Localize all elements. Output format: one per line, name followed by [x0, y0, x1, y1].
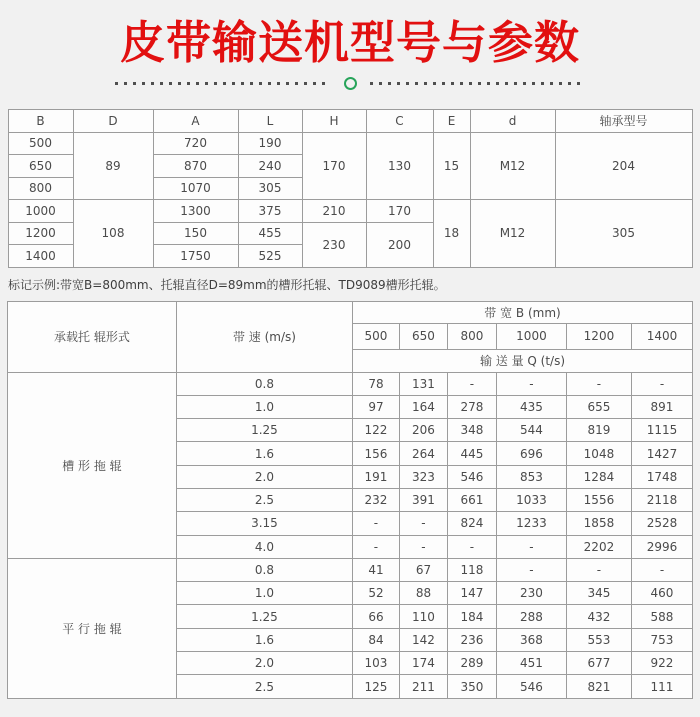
section-label-parallel-roller: 平 行 拖 辊	[7, 558, 176, 698]
data-cell: 455	[238, 222, 302, 245]
data-cell: 2.5	[176, 488, 352, 511]
data-cell: 89	[73, 132, 153, 200]
data-cell: 350	[447, 675, 496, 698]
data-cell: 544	[496, 419, 566, 442]
data-cell: 204	[555, 132, 692, 200]
data-cell: 78	[352, 372, 399, 395]
data-cell: 97	[352, 395, 399, 418]
data-cell: 696	[496, 442, 566, 465]
data-cell: 88	[399, 582, 447, 605]
data-cell: -	[631, 558, 692, 581]
header-cell: 1400	[631, 323, 692, 349]
data-cell: 305	[238, 177, 302, 200]
data-cell: 184	[447, 605, 496, 628]
data-cell: 2.5	[176, 675, 352, 698]
data-cell: 1858	[566, 512, 631, 535]
data-cell: 103	[352, 652, 399, 675]
data-cell: 1000	[8, 200, 73, 223]
data-cell: 156	[352, 442, 399, 465]
data-cell: 2.0	[176, 465, 352, 488]
dimensions-header-row	[8, 110, 692, 133]
data-cell: 2.0	[176, 652, 352, 675]
data-cell: 1233	[496, 512, 566, 535]
data-cell: 142	[399, 628, 447, 651]
data-cell: -	[496, 558, 566, 581]
data-cell: 500	[8, 132, 73, 155]
data-cell: 1.0	[176, 582, 352, 605]
header-cell: d	[470, 110, 555, 133]
header-cell: H	[302, 110, 366, 133]
data-cell: 147	[447, 582, 496, 605]
data-cell: -	[399, 512, 447, 535]
data-cell: 1115	[631, 419, 692, 442]
data-cell: 2528	[631, 512, 692, 535]
data-cell: -	[352, 535, 399, 558]
header-cell: D	[73, 110, 153, 133]
data-cell: 1033	[496, 488, 566, 511]
header-cell: 1000	[496, 323, 566, 349]
data-cell: 206	[399, 419, 447, 442]
data-cell: 210	[302, 200, 366, 223]
data-cell: 170	[302, 132, 366, 200]
header-cell: 800	[447, 323, 496, 349]
data-cell: -	[566, 558, 631, 581]
data-cell: 1048	[566, 442, 631, 465]
data-cell: 853	[496, 465, 566, 488]
data-cell: 41	[352, 558, 399, 581]
data-cell: 345	[566, 582, 631, 605]
data-cell: 1.0	[176, 395, 352, 418]
data-cell: 1750	[153, 245, 238, 268]
data-cell: 1427	[631, 442, 692, 465]
data-cell: 655	[566, 395, 631, 418]
table-row	[7, 372, 692, 395]
data-cell: 110	[399, 605, 447, 628]
data-cell: 18	[433, 200, 470, 268]
data-cell: -	[496, 372, 566, 395]
data-cell: 588	[631, 605, 692, 628]
header-cell-belt-width: 带 宽 B (mm)	[352, 301, 692, 323]
data-cell: 753	[631, 628, 692, 651]
data-cell: 66	[352, 605, 399, 628]
data-cell: -	[399, 535, 447, 558]
data-cell: 445	[447, 442, 496, 465]
page-title: 皮带输送机型号与参数	[119, 16, 580, 69]
data-cell: 174	[399, 652, 447, 675]
data-cell: M12	[470, 132, 555, 200]
data-cell: 236	[447, 628, 496, 651]
data-cell: 2202	[566, 535, 631, 558]
data-cell: 460	[631, 582, 692, 605]
data-cell: 288	[496, 605, 566, 628]
data-cell: 525	[238, 245, 302, 268]
data-cell: 125	[352, 675, 399, 698]
capacity-table	[7, 301, 693, 699]
data-cell: 650	[8, 155, 73, 178]
data-cell: 211	[399, 675, 447, 698]
data-cell: 2118	[631, 488, 692, 511]
data-cell: 824	[447, 512, 496, 535]
data-cell: 720	[153, 132, 238, 155]
data-cell: 870	[153, 155, 238, 178]
data-cell: 800	[8, 177, 73, 200]
data-cell: 891	[631, 395, 692, 418]
data-cell: 922	[631, 652, 692, 675]
note-text: 标记示例:带宽B=800mm、托辊直径D=89mm的槽形托辊、TD9089槽形托辊。	[8, 277, 446, 292]
data-cell: 0.8	[176, 372, 352, 395]
data-cell: 108	[73, 200, 153, 268]
data-cell: 240	[238, 155, 302, 178]
dashed-line-right	[370, 82, 586, 85]
header-cell: B	[8, 110, 73, 133]
dimensions-table	[8, 109, 693, 268]
header-cell: A	[153, 110, 238, 133]
data-cell: 232	[352, 488, 399, 511]
data-cell: 122	[352, 419, 399, 442]
data-cell: -	[496, 535, 566, 558]
title-divider	[0, 76, 700, 90]
data-cell: 819	[566, 419, 631, 442]
data-cell: 375	[238, 200, 302, 223]
data-cell: 131	[399, 372, 447, 395]
data-cell: 0.8	[176, 558, 352, 581]
data-cell: 1.6	[176, 628, 352, 651]
data-cell: 546	[447, 465, 496, 488]
data-cell: 368	[496, 628, 566, 651]
data-cell: 677	[566, 652, 631, 675]
header-cell: 500	[352, 323, 399, 349]
data-cell: 435	[496, 395, 566, 418]
data-cell: 391	[399, 488, 447, 511]
data-cell: -	[566, 372, 631, 395]
header-cell: 650	[399, 323, 447, 349]
data-cell: 1.25	[176, 419, 352, 442]
data-cell: 52	[352, 582, 399, 605]
data-cell: 118	[447, 558, 496, 581]
header-cell: E	[433, 110, 470, 133]
data-cell: 821	[566, 675, 631, 698]
data-cell: 348	[447, 419, 496, 442]
capacity-header-row-1	[7, 301, 692, 323]
data-cell: 111	[631, 675, 692, 698]
data-cell: 230	[302, 222, 366, 267]
data-cell: -	[352, 512, 399, 535]
data-cell: 264	[399, 442, 447, 465]
data-cell: 1.25	[176, 605, 352, 628]
data-cell: 546	[496, 675, 566, 698]
data-cell: -	[447, 535, 496, 558]
data-cell: 4.0	[176, 535, 352, 558]
header-cell: 轴承型号	[555, 110, 692, 133]
data-cell: 2996	[631, 535, 692, 558]
data-cell: 191	[352, 465, 399, 488]
data-cell: 200	[366, 222, 433, 267]
data-cell: 432	[566, 605, 631, 628]
table-row	[8, 200, 692, 223]
data-cell: 84	[352, 628, 399, 651]
data-cell: 1284	[566, 465, 631, 488]
data-cell: 661	[447, 488, 496, 511]
data-cell: -	[447, 372, 496, 395]
data-cell: M12	[470, 200, 555, 268]
green-ring-icon	[344, 77, 357, 90]
data-cell: -	[631, 372, 692, 395]
header-cell-roller-type: 承载托 辊形式	[7, 301, 176, 372]
data-cell: 305	[555, 200, 692, 268]
data-cell: 1070	[153, 177, 238, 200]
header-cell-capacity: 输 送 量 Q (t/s)	[352, 349, 692, 372]
data-cell: 67	[399, 558, 447, 581]
header-cell-belt-speed: 带 速 (m/s)	[176, 301, 352, 372]
section-label-trough-roller: 槽 形 拖 辊	[7, 372, 176, 558]
data-cell: 15	[433, 132, 470, 200]
data-cell: 278	[447, 395, 496, 418]
data-cell: 150	[153, 222, 238, 245]
data-cell: 553	[566, 628, 631, 651]
data-cell: 130	[366, 132, 433, 200]
header-cell: C	[366, 110, 433, 133]
header-cell: L	[238, 110, 302, 133]
data-cell: 170	[366, 200, 433, 223]
table-row	[7, 558, 692, 581]
data-cell: 230	[496, 582, 566, 605]
data-cell: 3.15	[176, 512, 352, 535]
header-cell: 1200	[566, 323, 631, 349]
data-cell: 1.6	[176, 442, 352, 465]
data-cell: 323	[399, 465, 447, 488]
table-row	[8, 132, 692, 155]
data-cell: 1200	[8, 222, 73, 245]
data-cell: 1400	[8, 245, 73, 268]
data-cell: 164	[399, 395, 447, 418]
data-cell: 1748	[631, 465, 692, 488]
dashed-line-left	[115, 82, 331, 85]
data-cell: 1300	[153, 200, 238, 223]
data-cell: 190	[238, 132, 302, 155]
data-cell: 451	[496, 652, 566, 675]
data-cell: 289	[447, 652, 496, 675]
data-cell: 1556	[566, 488, 631, 511]
